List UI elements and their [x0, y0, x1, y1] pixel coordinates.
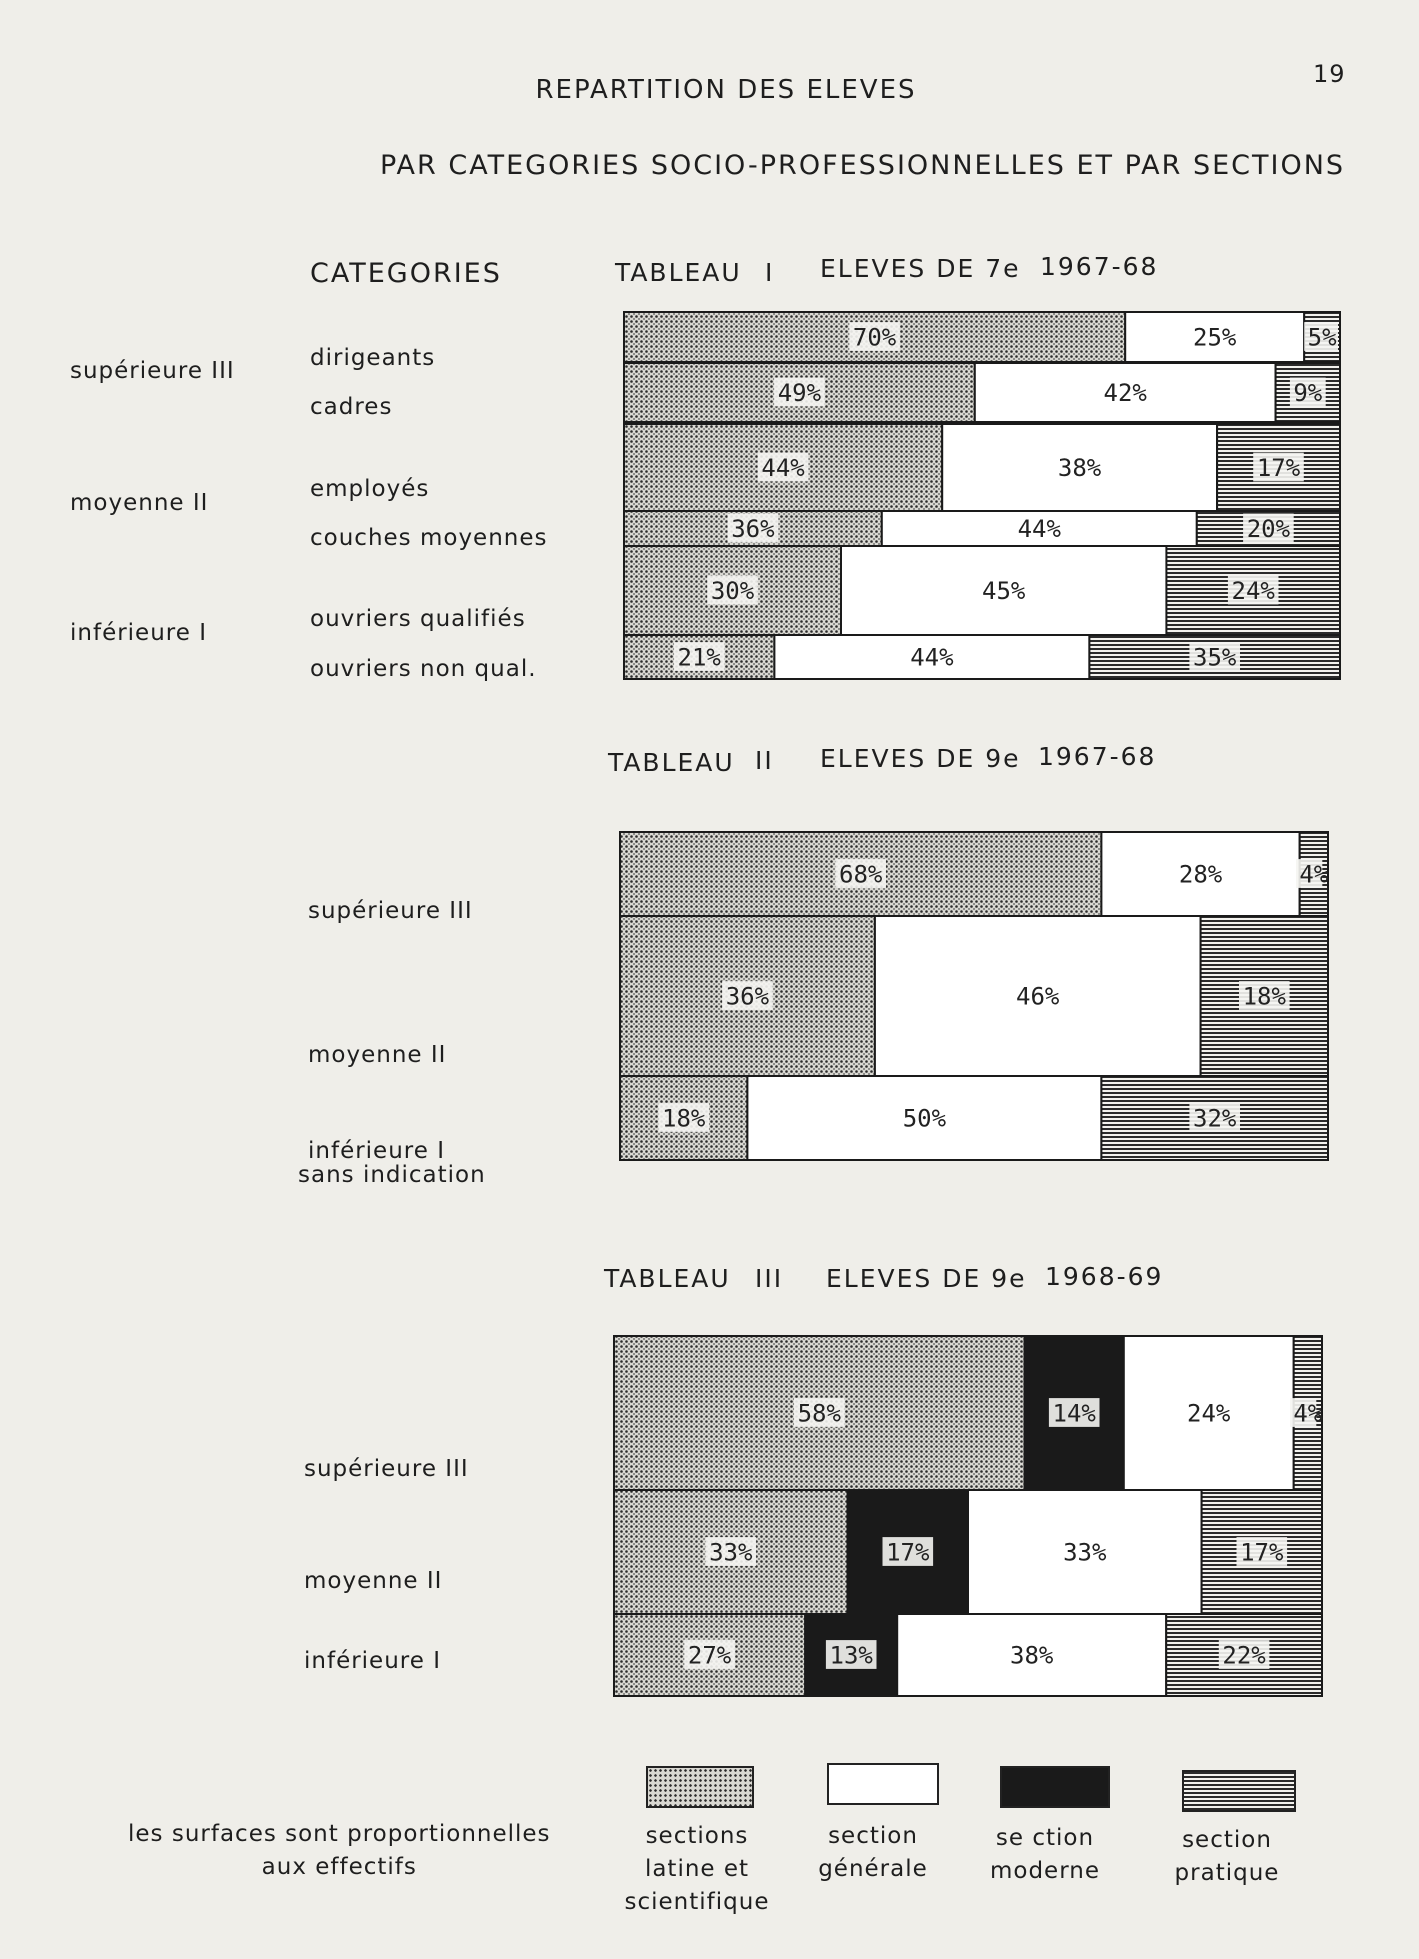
data-label: 17% — [1256, 454, 1301, 483]
t3-row-label-superieure: supérieure III — [304, 1456, 469, 1482]
t1-level-superieure: supérieure III — [70, 358, 235, 384]
data-label: 68% — [839, 860, 883, 889]
data-label: 24% — [1231, 577, 1275, 606]
data-label: 28% — [1178, 860, 1223, 889]
legend-label-line: générale — [818, 1856, 928, 1882]
data-label: 33% — [709, 1538, 753, 1567]
data-label: 38% — [1057, 454, 1102, 483]
t3-row-label-moyenne: moyenne II — [304, 1568, 443, 1594]
tableau-2-numeral: II — [755, 746, 774, 775]
legend-label-line: sections — [645, 1823, 749, 1849]
data-label: 38% — [1010, 1641, 1054, 1670]
data-label: 42% — [1103, 379, 1147, 408]
data-label: 4% — [1299, 860, 1329, 889]
t1-level-moyenne: moyenne II — [70, 490, 209, 516]
data-label: 9% — [1293, 379, 1323, 408]
legend-label-pratique — [1162, 1824, 1292, 1890]
data-label: 58% — [797, 1399, 841, 1428]
tableau-3-chart — [614, 1336, 1323, 1696]
legend-label-line: pratique — [1174, 1860, 1280, 1886]
data-label: 25% — [1193, 323, 1237, 352]
tableau-3-numeral: III — [755, 1264, 784, 1293]
footnote — [128, 1818, 551, 1884]
t2-row-label-sans-indication: sans indication — [298, 1162, 486, 1188]
tableau-2-chart — [620, 832, 1329, 1160]
legend-label-line: se ction — [995, 1825, 1095, 1851]
data-label: 17% — [886, 1538, 930, 1567]
footnote-line: aux effectifs — [261, 1854, 417, 1880]
t2-row-label-moyenne: moyenne II — [308, 1042, 447, 1068]
data-label: 50% — [902, 1104, 947, 1133]
data-label: 20% — [1246, 515, 1291, 544]
tableau-3-word: TABLEAU — [604, 1264, 731, 1293]
tableau-2-level: ELEVES DE 9e — [820, 744, 1021, 773]
page-title: REPARTITION DES ELEVES — [535, 75, 917, 105]
data-label: 17% — [1240, 1538, 1284, 1567]
t1-level-inferieure: inférieure I — [70, 620, 207, 646]
data-label: 36% — [725, 982, 770, 1011]
page-subtitle: PAR CATEGORIES SOCIO-PROFESSIONNELLES ET PAR SECTIONS — [380, 150, 1346, 181]
data-label: 18% — [1242, 982, 1286, 1011]
data-label: 24% — [1187, 1399, 1231, 1428]
t2-row-label-superieure: supérieure III — [308, 898, 473, 924]
t1-row-label-cadres: cadres — [310, 394, 393, 420]
data-label: 32% — [1193, 1104, 1237, 1133]
t1-row-label-employes: employés — [310, 476, 430, 502]
t1-row-label-ouvriers-non-qual: ouvriers non qual. — [310, 656, 537, 682]
tableau-1-level: ELEVES DE 7e — [820, 254, 1021, 283]
legend-swatch-moderne — [1000, 1766, 1110, 1808]
data-label: 21% — [677, 643, 721, 672]
data-label: 70% — [852, 323, 897, 352]
data-label: 4% — [1293, 1399, 1323, 1428]
t1-row-label-dirigeants: dirigeants — [310, 345, 436, 371]
data-label: 44% — [910, 643, 954, 672]
data-label: 5% — [1307, 323, 1337, 352]
legend-swatch-generale — [827, 1763, 939, 1805]
data-label: 22% — [1222, 1641, 1266, 1670]
data-label: 33% — [1063, 1538, 1107, 1567]
legend-label-moderne — [980, 1822, 1110, 1888]
data-label: 18% — [662, 1104, 706, 1133]
tableau-1-chart — [624, 312, 1340, 679]
data-label: 35% — [1193, 643, 1237, 672]
legend-label-line: section — [828, 1823, 918, 1849]
legend-label-line: latine et — [644, 1856, 750, 1882]
t2-row-label-inferieure: inférieure I — [308, 1138, 445, 1164]
data-label: 49% — [777, 379, 822, 408]
legend-swatch-latine — [646, 1766, 754, 1808]
legend-swatch-pratique — [1182, 1770, 1296, 1812]
legend-label-latine — [622, 1820, 772, 1919]
tableau-2-word: TABLEAU — [608, 748, 735, 777]
data-label: 44% — [1017, 515, 1061, 544]
data-label: 30% — [710, 577, 755, 606]
footnote-line: les surfaces sont proportionnelles — [128, 1821, 551, 1847]
data-label: 45% — [982, 577, 1026, 606]
data-label: 44% — [761, 454, 805, 483]
t1-row-label-ouvriers-qualifies: ouvriers qualifiés — [310, 606, 526, 632]
data-label: 13% — [829, 1641, 873, 1670]
page-number: 19 — [1313, 60, 1346, 88]
data-label: 36% — [731, 515, 775, 544]
legend-label-line: scientifique — [624, 1889, 770, 1915]
tableau-1-numeral: I — [765, 258, 775, 287]
data-label: 46% — [1016, 982, 1060, 1011]
tableau-1-word: TABLEAU — [615, 258, 742, 287]
legend-label-line: moderne — [989, 1858, 1100, 1884]
tableau-1-year: 1967-68 — [1040, 252, 1159, 281]
legend-label-line: section — [1182, 1827, 1272, 1853]
tableau-3-year: 1968-69 — [1045, 1262, 1164, 1291]
categories-header: CATEGORIES — [310, 258, 502, 289]
data-label: 27% — [687, 1641, 732, 1670]
tableau-2-year: 1967-68 — [1038, 742, 1157, 771]
t3-row-label-inferieure: inférieure I — [304, 1648, 441, 1674]
tableau-3-level: ELEVES DE 9e — [826, 1264, 1027, 1293]
legend-label-generale — [808, 1820, 938, 1886]
t1-row-label-couches-moyennes: couches moyennes — [310, 525, 548, 551]
data-label: 14% — [1052, 1399, 1096, 1428]
